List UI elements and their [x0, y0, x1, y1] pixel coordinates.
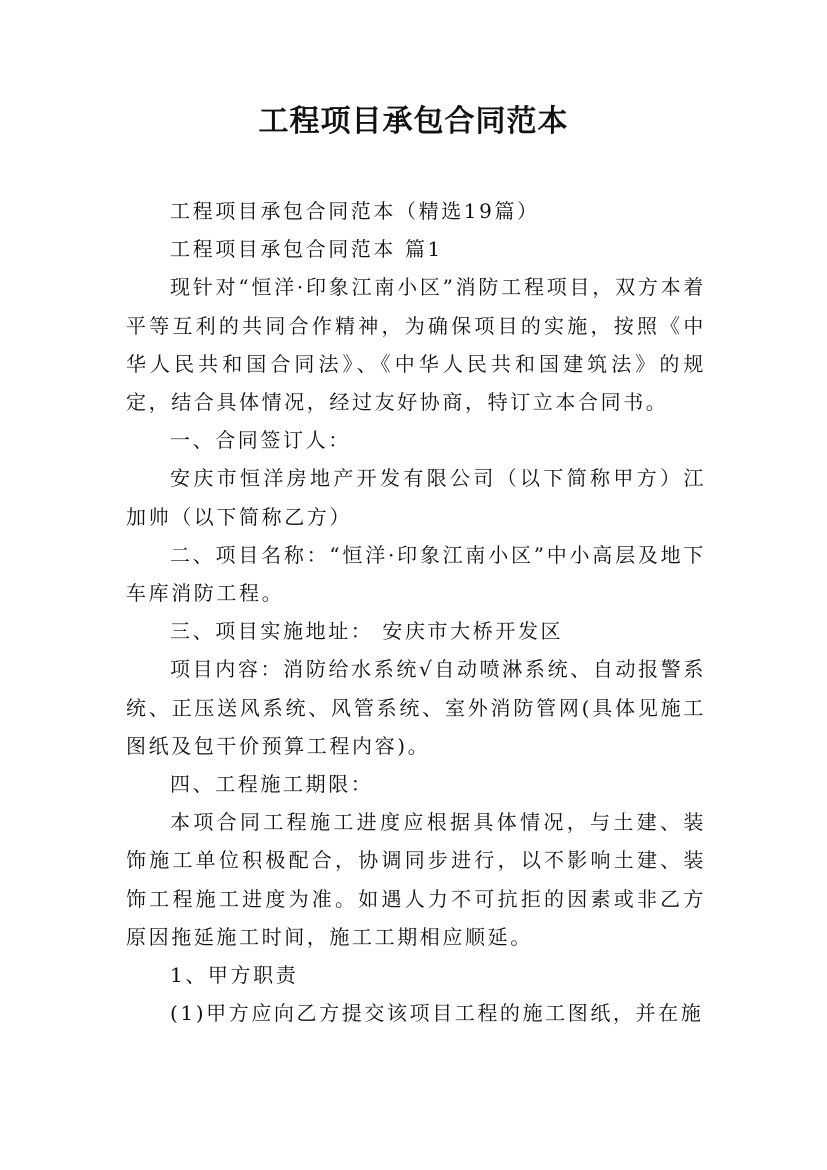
paragraph-section-heading: 工程项目承包合同范本 篇1: [170, 237, 443, 262]
paragraph-party-a-duties-heading: 1、甲方职责: [170, 963, 299, 988]
document-title: 工程项目承包合同范本: [258, 104, 569, 139]
paragraph-project-name: 二、项目名称：“恒洋·印象江南小区”中小高层及地下车库消防工程。: [126, 542, 706, 606]
paragraph-subtitle: 工程项目承包合同范本（精选19篇）: [170, 199, 540, 223]
paragraph-intro: 现针对“恒洋·印象江南小区”消防工程项目，双方本着平等互利的共同合作精神，为确保项目的实施，按照《中华人民共和国合同法》、《中华人民共和国建筑法》的规定，结合具体情况，经过友好协商，特订立本合同书。: [126, 275, 706, 415]
document-body: [126, 192, 706, 1032]
paragraph-project-address: 三、项目实施地址： 安庆市大桥开发区: [170, 619, 564, 644]
paragraph-period-heading: 四、工程施工期限：: [170, 772, 374, 797]
paragraph-period: 本项合同工程施工进度应根据具体情况，与土建、装饰施工单位积极配合，协调同步进行，以不影响土建、装饰工程施工进度为准。如遇人力不可抗拒的因素或非乙方原因拖延施工时间，施工工期相应顺延。: [126, 810, 706, 949]
paragraph-signatories: 安庆市恒洋房地产开发有限公司（以下简称甲方）江加帅（以下简称乙方）: [126, 466, 706, 529]
paragraph-signatories-heading: 一、合同签订人：: [170, 428, 351, 453]
paragraph-party-a-duty-1: (1)甲方应向乙方提交该项目工程的施工图纸，并在施: [170, 1001, 704, 1026]
paragraph-project-content: 项目内容：消防给水系统√自动喷淋系统、自动报警系统、正压送风系统、风管系统、室外消防管网(具体见施工图纸及包干价预算工程内容)。: [126, 657, 706, 758]
